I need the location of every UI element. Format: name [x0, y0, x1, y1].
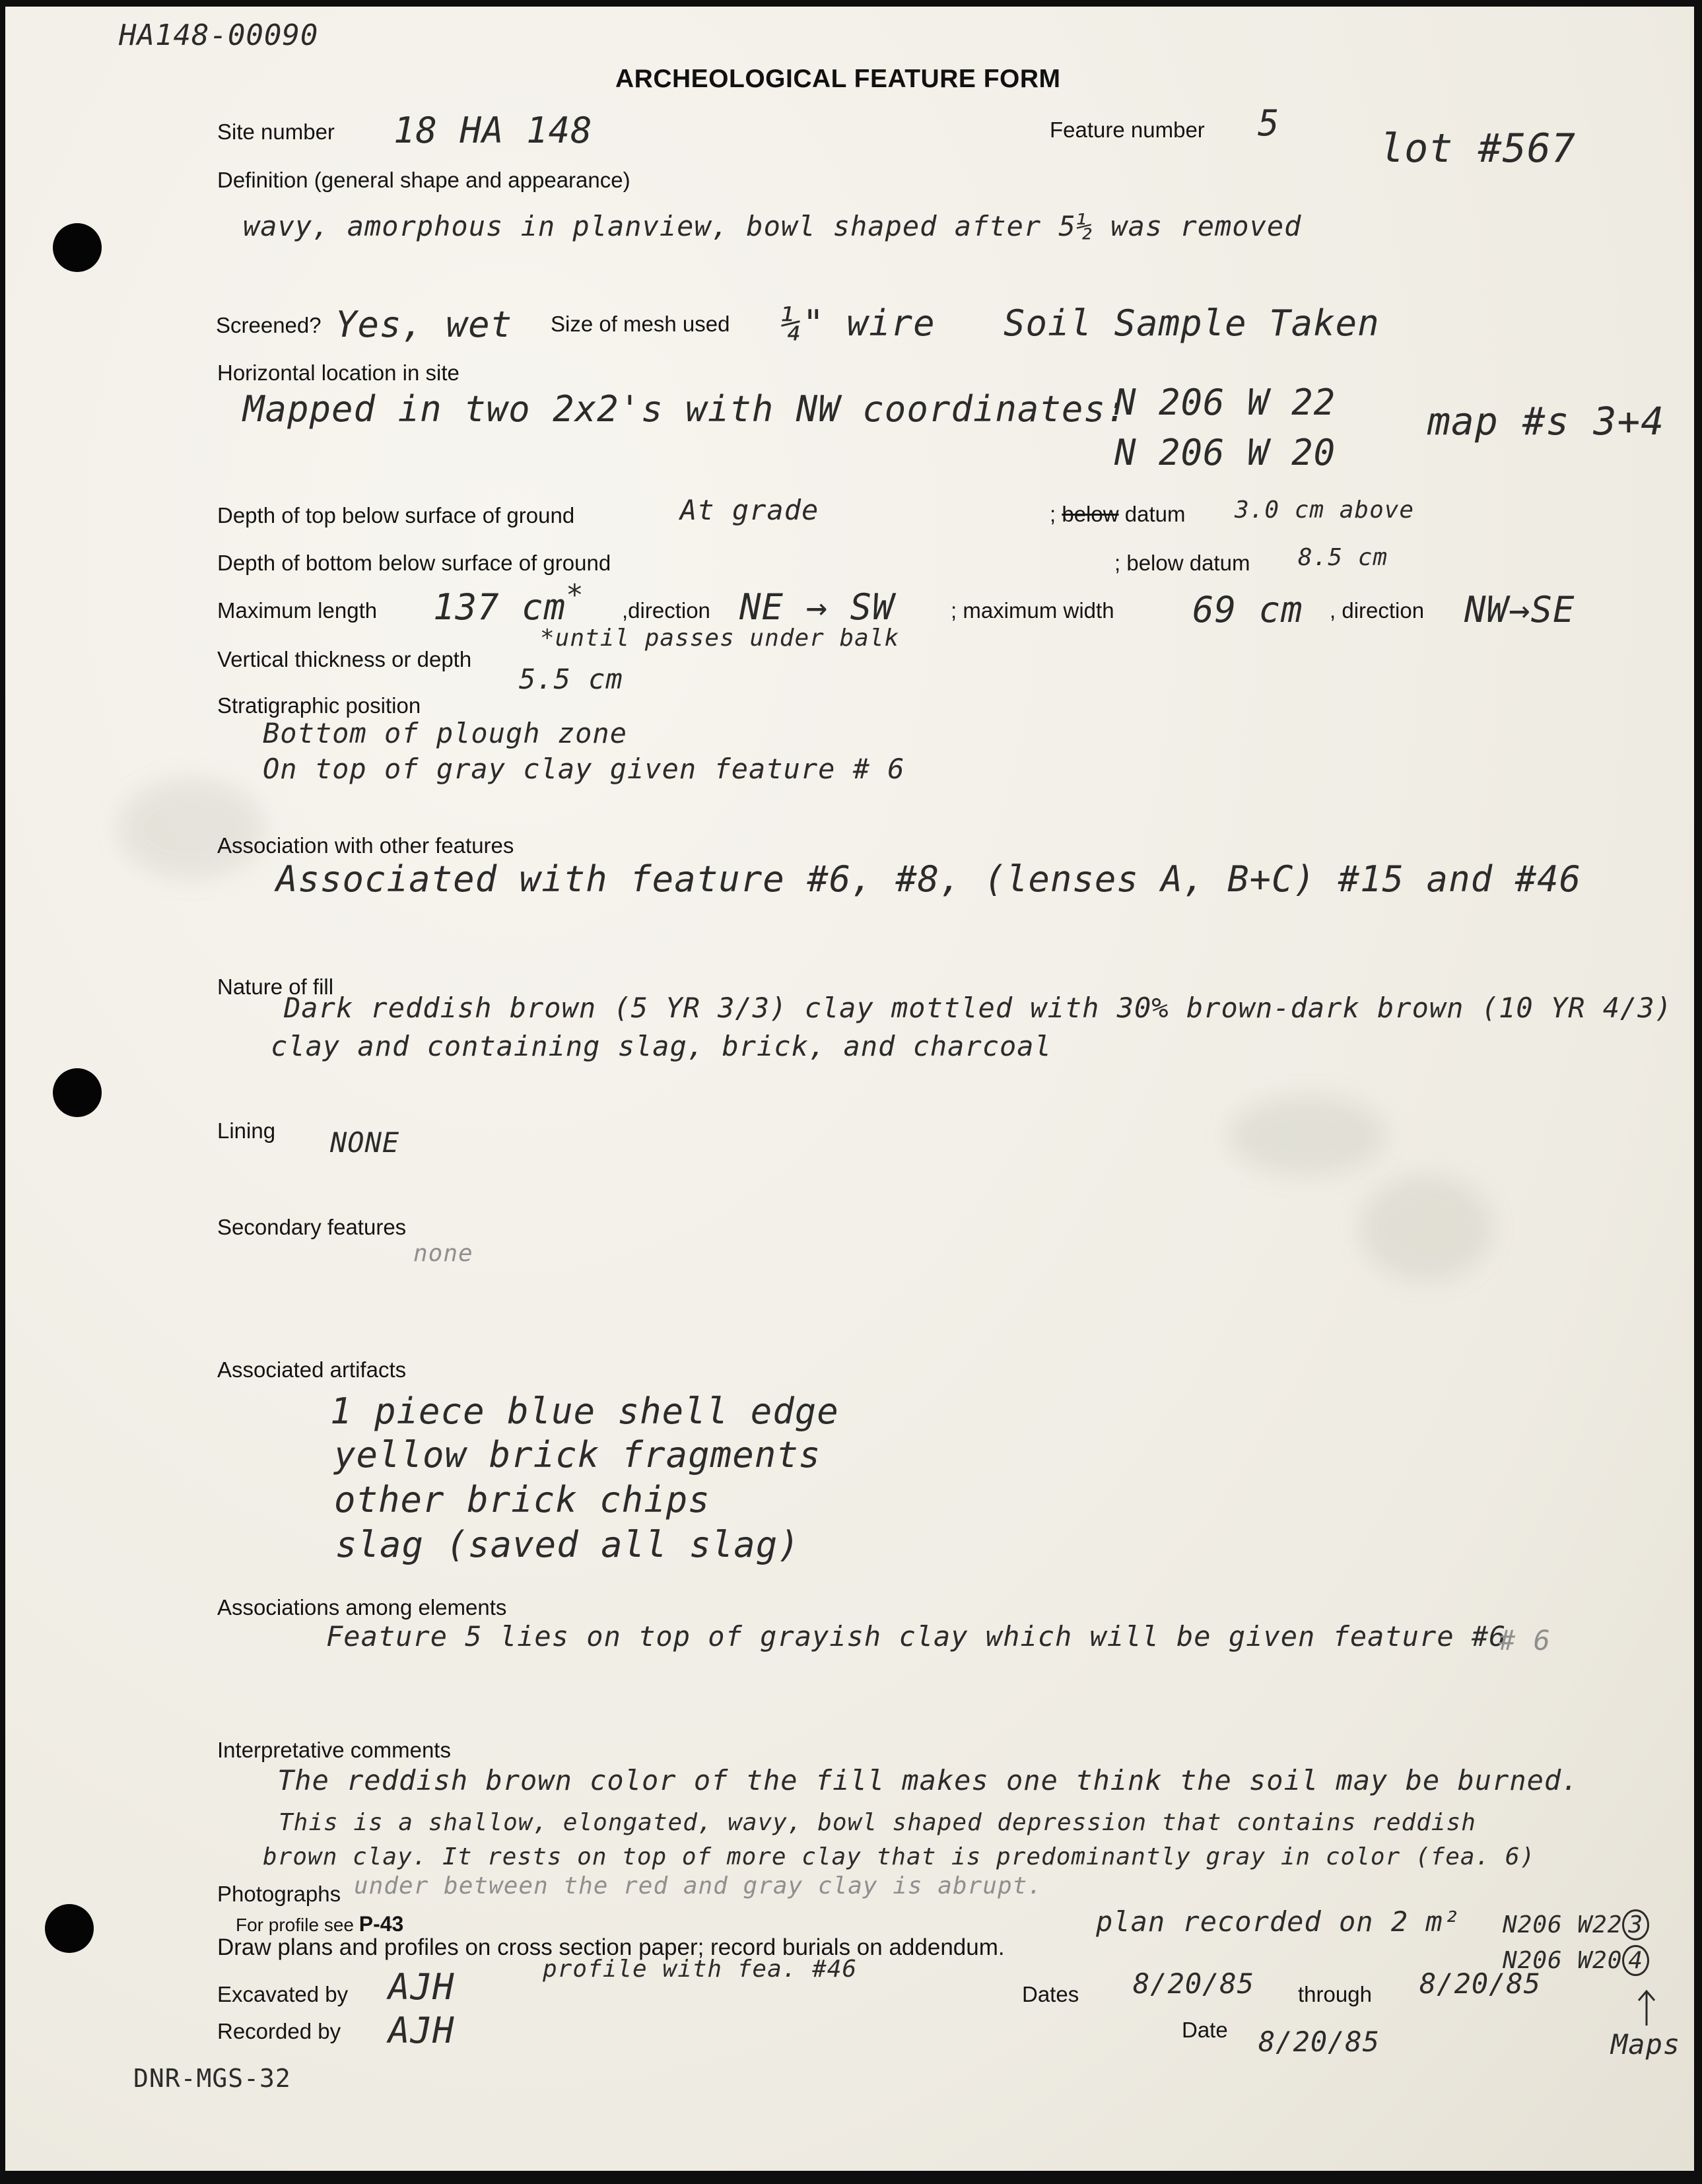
plan-coordinate-1: [1503, 1909, 1649, 1940]
interpretative-line-3: brown clay. It rests on top of more clay that is predominantly gray in color (fea. 6): [263, 1843, 1536, 1870]
map-number-circle: 3: [1622, 1909, 1649, 1940]
profile-label: For profile see: [236, 1915, 354, 1935]
map-number-circle: 4: [1622, 1945, 1649, 1976]
lining-label: Lining: [217, 1118, 276, 1143]
feature-number-value: 5: [1258, 102, 1280, 144]
plan-recorded-note: plan recorded on 2 m²: [1096, 1905, 1461, 1938]
draw-instructions: Draw plans and profiles on cross section paper; record burials on addendum.: [217, 1934, 1005, 1960]
depth-top-datum-value: 3.0 cm above: [1235, 496, 1415, 524]
interpretative-line-1: The reddish brown color of the fill makes one think the soil may be burned.: [277, 1764, 1579, 1796]
excavated-value: AJH: [388, 1966, 455, 2008]
smudge-mark: [119, 779, 264, 878]
interpretative-line-2: This is a shallow, elongated, wavy, bowl shaped depression that contains reddish: [279, 1809, 1476, 1836]
artifact-item: 1 piece blue shell edge: [330, 1390, 839, 1432]
datum-word: datum: [1124, 502, 1186, 526]
form-title: ARCHEOLOGICAL FEATURE FORM: [615, 65, 1061, 93]
lot-number: lot #567: [1380, 125, 1576, 172]
max-width-label: ; maximum width: [951, 598, 1114, 623]
site-number-label: Site number: [217, 119, 335, 144]
plan-coordinate-2-text: N206 W20: [1503, 1947, 1623, 1974]
profile-value: P-43: [358, 1912, 404, 1936]
stratigraphic-line-1: Bottom of plough zone: [263, 717, 628, 749]
through-label: through: [1298, 1982, 1372, 2006]
recorded-value: AJH: [388, 2010, 455, 2051]
fill-label: Nature of fill: [217, 974, 334, 999]
associations-elements-label: Associations among elements: [217, 1595, 507, 1620]
date-label: Date: [1182, 2018, 1228, 2042]
association-features-label: Association with other features: [217, 833, 514, 858]
depth-bottom-datum-label: ; below datum: [1114, 551, 1250, 575]
profile-reference: [236, 1912, 403, 1936]
dates-to: 8/20/85: [1419, 1967, 1542, 2000]
mesh-label: Size of mesh used: [551, 312, 730, 336]
max-length-number: 137 cm: [433, 586, 566, 628]
scan-border-bottom: [0, 2171, 1702, 2184]
secondary-features-value: none: [413, 1240, 473, 1267]
map-numbers: map #s 3+4: [1427, 399, 1665, 444]
scan-border-right: [1694, 0, 1702, 2184]
horizontal-location-label: Horizontal location in site: [217, 360, 460, 385]
vertical-thickness-value: 5.5 cm: [519, 663, 623, 695]
association-features-value: Associated with feature #6, #8, (lenses A, B+C) #15 and #46: [276, 858, 1582, 900]
dates-label: Dates: [1022, 1982, 1079, 2006]
scan-border-top: [0, 0, 1702, 7]
recorded-label: Recorded by: [217, 2019, 341, 2043]
screened-label: Screened?: [216, 313, 322, 337]
depth-top-label: Depth of top below surface of ground: [217, 503, 575, 528]
photographs-label: Photographs: [217, 1882, 341, 1906]
vertical-thickness-label: Vertical thickness or depth: [217, 647, 472, 671]
punch-hole-top: [53, 223, 102, 272]
scan-border-left: [0, 0, 5, 2184]
secondary-features-label: Secondary features: [217, 1215, 407, 1239]
depth-top-datum-label: [1050, 502, 1185, 527]
punch-hole-bottom: [45, 1904, 94, 1953]
feature-number-label: Feature number: [1050, 118, 1205, 142]
length-footnote: *until passes under balk: [540, 625, 900, 652]
stratigraphic-line-2: On top of gray clay given feature # 6: [263, 753, 905, 785]
interpretative-label: Interpretative comments: [217, 1738, 451, 1762]
soil-sample-note: Soil Sample Taken: [1004, 302, 1380, 344]
artifact-item: yellow brick fragments: [334, 1434, 821, 1476]
datum-prefix: ;: [1050, 502, 1056, 526]
document-id: HA148-00090: [119, 18, 319, 52]
coordinate-1: N 206 W 22: [1114, 382, 1336, 423]
screened-value: Yes, wet: [335, 304, 513, 345]
plan-coordinate-1-text: N206 W22: [1503, 1911, 1623, 1938]
datum-struck-word: below: [1062, 502, 1119, 526]
excavated-label: Excavated by: [217, 1982, 349, 2006]
site-number-value: 18 HA 148: [393, 110, 593, 151]
width-direction-label: , direction: [1330, 598, 1425, 623]
length-direction-label: ,direction: [622, 598, 710, 623]
length-direction-value: NE → SW: [739, 586, 895, 628]
maps-note: Maps: [1611, 2028, 1681, 2061]
max-length-label: Maximum length: [217, 598, 378, 623]
interpretative-line-4: under between the red and gray clay is abrupt.: [354, 1872, 1042, 1899]
punch-hole-middle: [53, 1068, 102, 1117]
associated-artifacts-label: Associated artifacts: [217, 1357, 407, 1382]
smudge-mark: [1228, 1096, 1386, 1175]
lining-value: NONE: [330, 1126, 400, 1159]
depth-bottom-datum-value: 8.5 cm: [1298, 544, 1388, 571]
associations-elements-ghost: # 6: [1499, 1624, 1551, 1656]
artifact-item: other brick chips: [334, 1479, 710, 1520]
max-width-value: 69 cm: [1192, 589, 1303, 631]
coordinate-2: N 206 W 20: [1114, 432, 1336, 473]
asterisk-mark: *: [566, 578, 584, 612]
smudge-mark: [1360, 1175, 1492, 1281]
fill-line-2: clay and containing slag, brick, and charcoal: [271, 1030, 1052, 1062]
depth-top-value: At grade: [680, 494, 819, 526]
depth-bottom-label: Depth of bottom below surface of ground: [217, 551, 611, 575]
artifact-item: slag (saved all slag): [335, 1524, 800, 1565]
definition-value: wavy, amorphous in planview, bowl shaped after 5½ was removed: [243, 210, 1302, 242]
associations-elements-value: Feature 5 lies on top of grayish clay which will be given feature #6: [326, 1620, 1507, 1653]
max-length-value: [433, 578, 584, 628]
profile-with-note: profile with fea. #46: [543, 1956, 858, 1983]
width-direction-value: NW→SE: [1464, 589, 1575, 631]
dates-from: 8/20/85: [1133, 1967, 1255, 2000]
mesh-value: ¼" wire: [780, 302, 936, 344]
form-code: DNR-MGS-32: [133, 2064, 291, 2093]
up-arrow-icon: [1633, 1987, 1660, 2027]
horizontal-location-value: Mapped in two 2x2's with NW coordinates:: [243, 388, 1128, 430]
definition-label: Definition (general shape and appearance): [217, 168, 630, 192]
fill-line-1: Dark reddish brown (5 YR 3/3) clay mottled with 30% brown-dark brown (10 YR 4/3): [284, 992, 1672, 1024]
date-value: 8/20/85: [1258, 2026, 1380, 2058]
stratigraphic-label: Stratigraphic position: [217, 693, 421, 718]
